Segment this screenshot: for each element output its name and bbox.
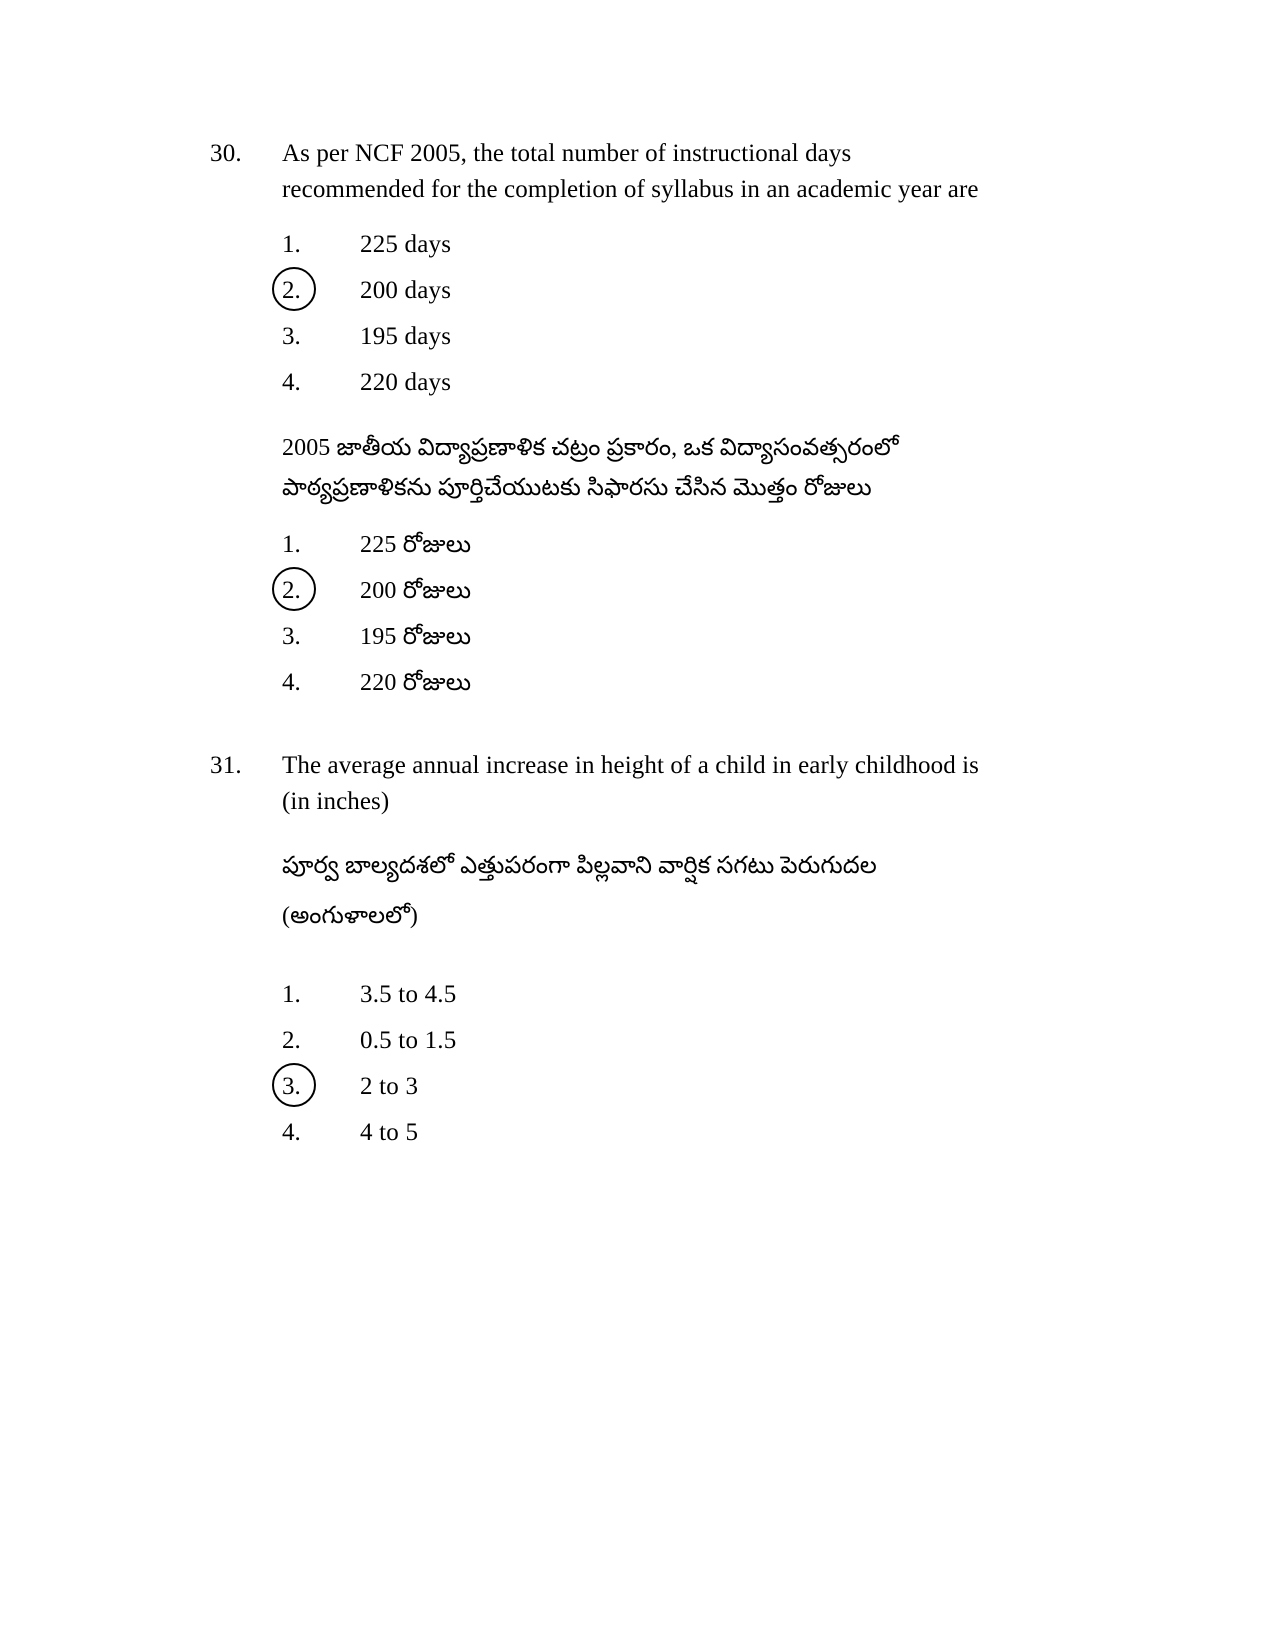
option-text: 200 days [360,277,452,304]
option-marker-label: 1. [282,231,301,258]
option-row[interactable] [282,322,1275,368]
option-marker-2[interactable] [282,1026,360,1056]
question-block-31 [0,748,1275,1164]
option-marker-2-selected[interactable] [282,276,360,306]
question-31-number: 31. [210,752,242,779]
question-block-30 [0,136,1275,714]
option-row[interactable] [282,230,1275,276]
question-31-telugu-line-1: పూర్వ బాల్యదశలో ఎత్తుపరంగా పిల్లవాని వార్షిక సగటు పెరుగుదల [282,853,877,879]
option-marker-4[interactable] [282,1118,360,1148]
option-marker-4[interactable] [282,668,360,698]
option-marker-label: 2. [282,1027,301,1054]
question-31-heading [0,748,1275,820]
option-marker-label: 1. [282,981,301,1008]
option-marker-label: 4. [282,669,301,696]
option-marker-label: 1. [282,531,301,558]
question-30-telugu-line-2: పాఠ్యప్రణాళికను పూర్తిచేయుటకు సిఫారసు చేసిన మొత్తం రోజులు [282,475,872,501]
option-row[interactable] [282,1118,1275,1164]
question-30-telugu-prompt [282,428,1022,508]
option-text: 225 days [360,231,452,258]
option-row[interactable] [282,1072,1275,1118]
question-30-english-options [282,230,1275,414]
option-text: 0.5 to 1.5 [360,1027,457,1054]
option-row[interactable] [282,576,1275,622]
spacer [0,208,1275,222]
option-marker-label: 3. [282,1073,301,1100]
option-text: 195 days [360,323,452,350]
question-30-telugu-options [282,530,1275,714]
question-30-english-prompt [282,136,1002,208]
option-marker-label: 2. [282,577,301,604]
question-31-english-prompt [282,748,1002,820]
option-row[interactable] [282,622,1275,668]
option-row[interactable] [282,276,1275,322]
question-30-english-line-1: As per NCF 2005, the total number of instructional days [282,140,852,167]
option-marker-1[interactable] [282,980,360,1010]
question-31-telugu-line-2: (అంగుళాలలో) [282,903,419,929]
option-text: 220 days [360,369,452,396]
question-31-english-line-1: The average annual increase in height of a child in early childhood is [282,752,980,779]
option-text: 3.5 to 4.5 [360,981,457,1008]
option-text: 200 రోజులు [360,578,472,604]
question-31-telugu-prompt [282,846,1022,936]
option-row[interactable] [282,530,1275,576]
option-marker-label: 3. [282,623,301,650]
option-marker-1[interactable] [282,230,360,260]
option-row[interactable] [282,668,1275,714]
option-marker-label: 4. [282,1119,301,1146]
option-text: 225 రోజులు [360,532,472,558]
question-30-heading [0,136,1275,208]
spacer [0,820,1275,846]
option-row[interactable] [282,980,1275,1026]
option-marker-label: 4. [282,369,301,396]
spacer [0,508,1275,522]
option-marker-label: 3. [282,323,301,350]
option-text: 220 రోజులు [360,670,472,696]
option-marker-3-selected[interactable] [282,1072,360,1102]
question-31-options [282,980,1275,1164]
option-text: 4 to 5 [360,1119,419,1146]
question-30-number: 30. [210,140,242,167]
option-marker-1[interactable] [282,530,360,560]
option-marker-2-selected[interactable] [282,576,360,606]
option-marker-4[interactable] [282,368,360,398]
option-marker-3[interactable] [282,322,360,352]
option-text: 195 రోజులు [360,624,472,650]
question-30-telugu-line-1: 2005 జాతీయ విద్యాప్రణాళిక చట్రం ప్రకారం, ఒక విద్యాసంవత్సరంలో [282,435,899,461]
option-marker-label: 2. [282,277,301,304]
spacer [0,414,1275,428]
spacer [0,946,1275,972]
option-row[interactable] [282,368,1275,414]
option-row[interactable] [282,1026,1275,1072]
option-text: 2 to 3 [360,1073,419,1100]
option-marker-3[interactable] [282,622,360,652]
question-31-english-line-2: (in inches) [282,788,390,815]
question-30-english-line-2: recommended for the completion of syllabus in an academic year are [282,176,979,203]
